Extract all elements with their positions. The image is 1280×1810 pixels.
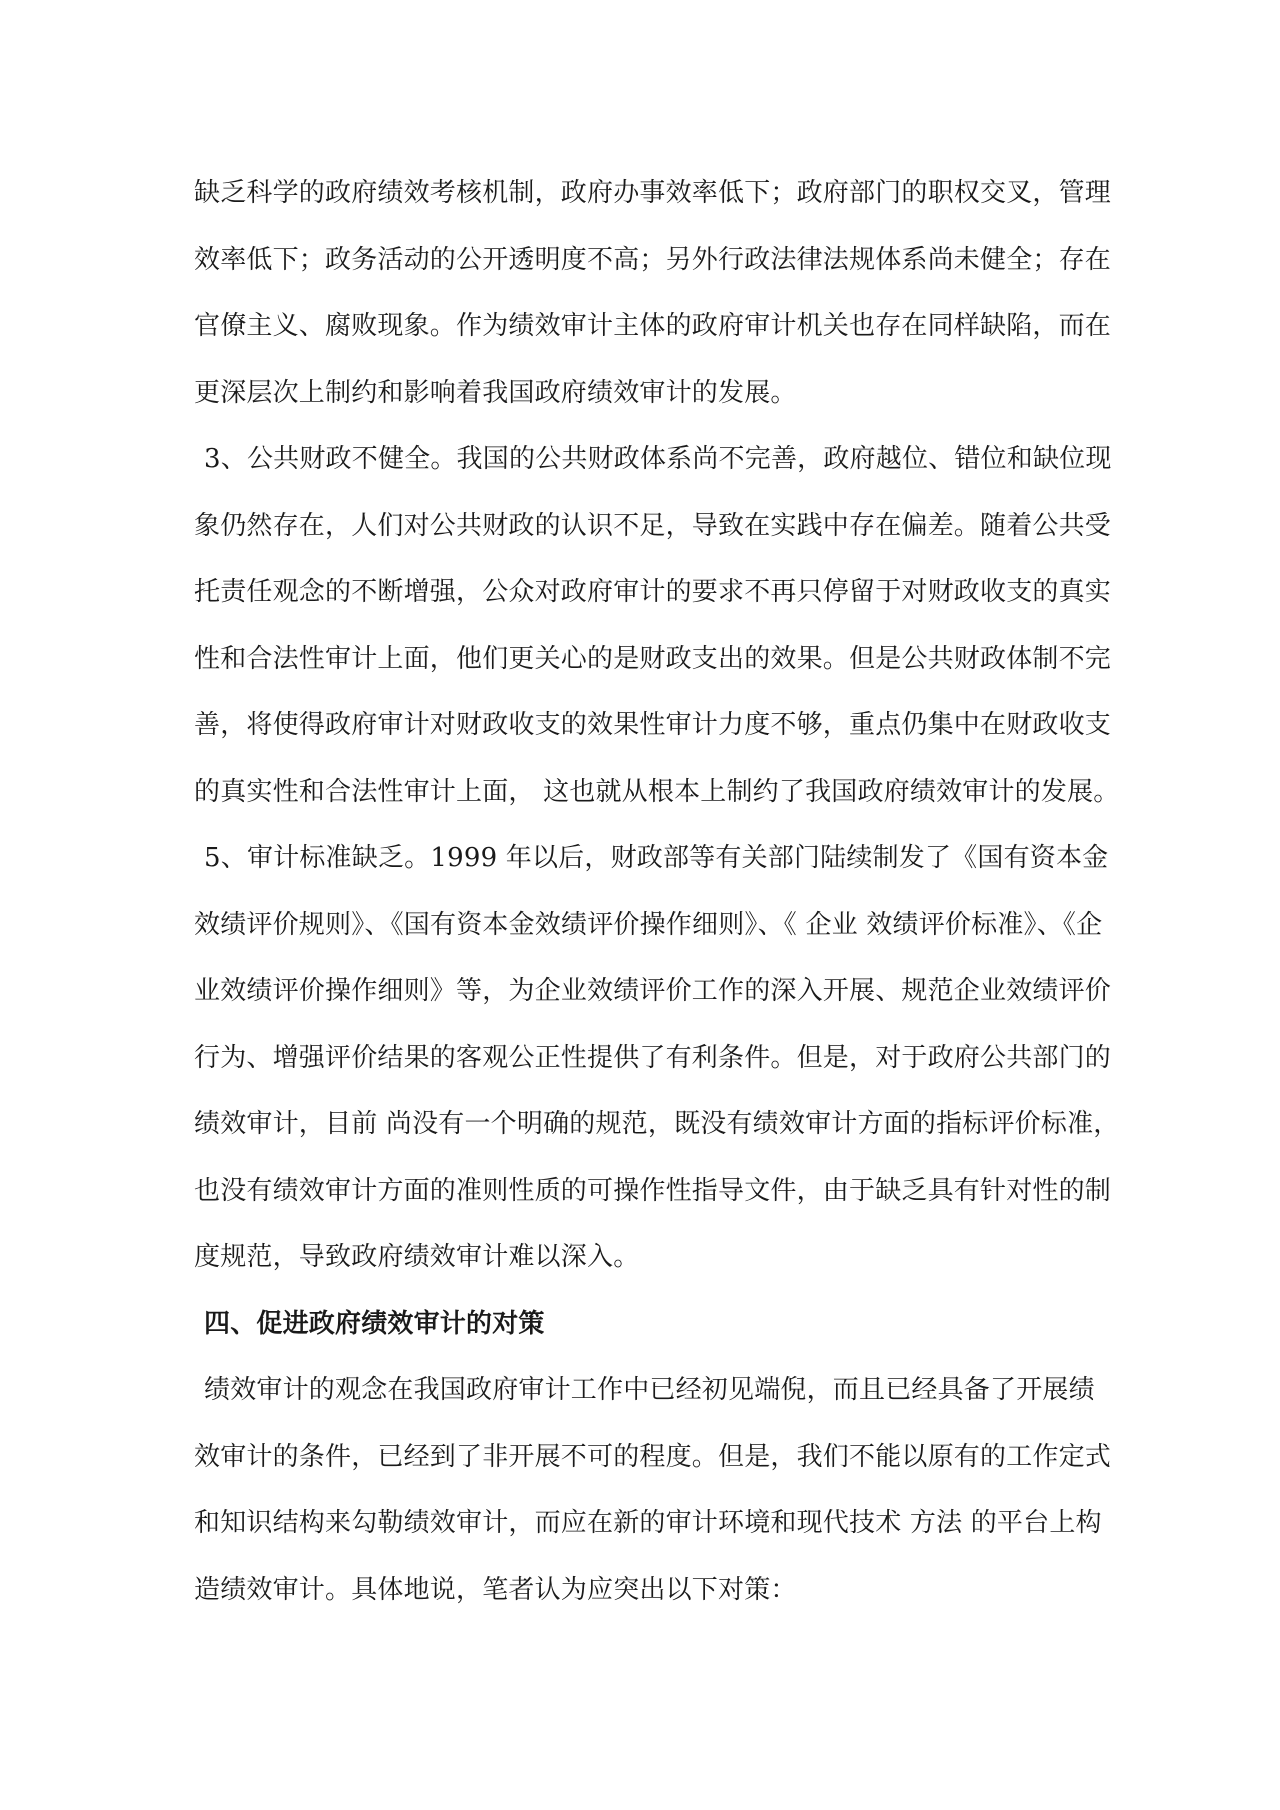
text-line: 性和合法性审计上面，他们更关心的是财政支出的效果。但是公共财政体制不完 bbox=[194, 643, 1112, 674]
text-line: 也没有绩效审计方面的准则性质的可操作性指导文件，由于缺乏具有针对性的制 bbox=[194, 1175, 1112, 1206]
text-line: 业效绩评价操作细则》等，为企业效绩评价工作的深入开展、规范企业效绩评价 bbox=[194, 976, 1112, 1006]
text-line: 度规范，导致政府绩效审计难以深入。 bbox=[194, 1242, 640, 1272]
text-line: 3、公共财政不健全。我国的公共财政体系尚不完善，政府越位、错位和缺位现 bbox=[204, 444, 1112, 474]
text-line: 行为、增强评价结果的客观公正性提供了有利条件。但是，对于政府公共部门的 bbox=[194, 1042, 1112, 1073]
text-line: 善，将使得政府审计对财政收支的效果性审计力度不够，重点仍集中在财政收支 bbox=[194, 710, 1112, 740]
text-line: 更深层次上制约和影响着我国政府绩效审计的发展。 bbox=[194, 377, 797, 408]
text-line: 效审计的条件，已经到了非开展不可的程度。但是，我们不能以原有的工作定式 bbox=[194, 1441, 1112, 1472]
text-line: 造绩效审计。具体地说，笔者认为应突出以下对策： bbox=[194, 1574, 797, 1605]
text-line: 效绩评价规则》、《国有资本金效绩评价操作细则》、《 企业 效绩评价标准》、《企 bbox=[194, 909, 1103, 940]
text-line: 象仍然存在，人们对公共财政的认识不足，导致在实践中存在偏差。随着公共受 bbox=[194, 510, 1112, 541]
text-line: 缺乏科学的政府绩效考核机制，政府办事效率低下；政府部门的职权交叉，管理 bbox=[194, 178, 1112, 208]
text-line: 5、审计标准缺乏。1999 年以后，财政部等有关部门陆续制发了《国有资本金 bbox=[204, 843, 1109, 873]
text-line: 和知识结构来勾勒绩效审计，而应在新的审计环境和现代技术 方法 的平台上构 bbox=[194, 1508, 1102, 1538]
text-line: 绩效审计的观念在我国政府审计工作中已经初见端倪，而且已经具备了开展绩 bbox=[204, 1375, 1095, 1405]
document-page bbox=[194, 160, 1120, 1623]
text-line: 的真实性和合法性审计上面， 这也就从根本上制约了我国政府绩效审计的发展。 bbox=[194, 776, 1120, 807]
section-heading: 四、促进政府绩效审计的对策 bbox=[204, 1308, 545, 1339]
text-line: 托责任观念的不断增强，公众对政府审计的要求不再只停留于对财政收支的真实 bbox=[194, 577, 1112, 607]
text-line: 效率低下；政务活动的公开透明度不高；另外行政法律法规体系尚未健全；存在 bbox=[194, 244, 1112, 275]
text-line: 绩效审计，目前 尚没有一个明确的规范，既没有绩效审计方面的指标评价标准， bbox=[194, 1109, 1120, 1139]
text-line: 官僚主义、腐败现象。作为绩效审计主体的政府审计机关也存在同样缺陷，而在 bbox=[194, 311, 1112, 341]
